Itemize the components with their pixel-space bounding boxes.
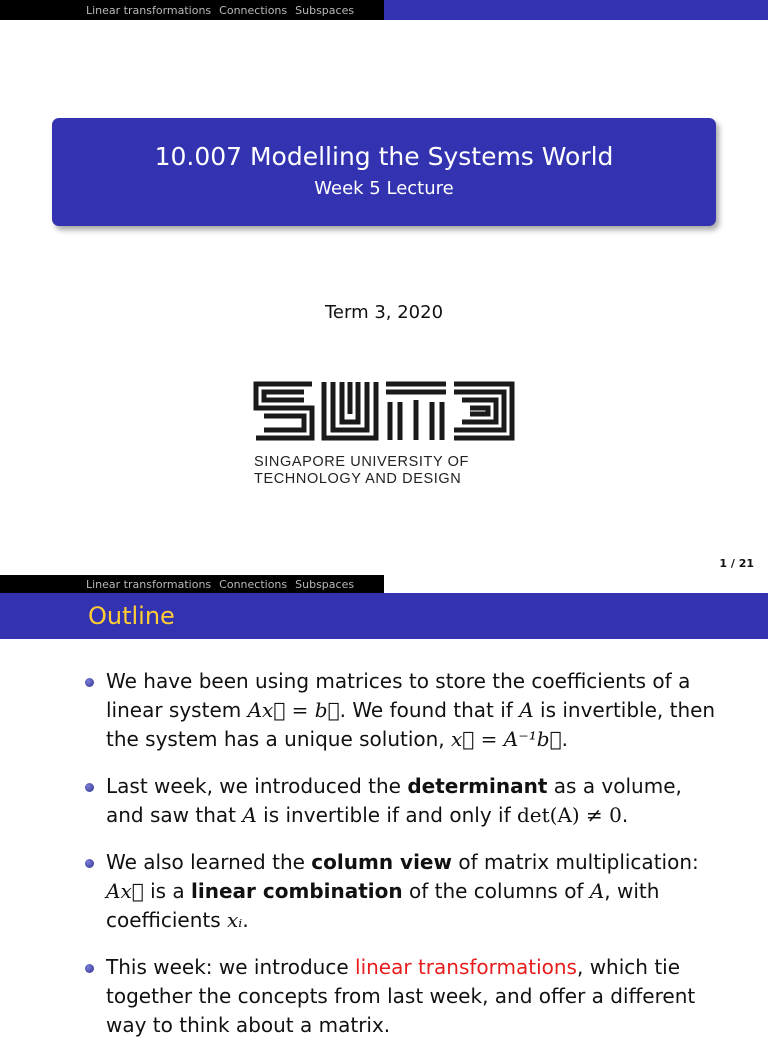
text: is a bbox=[143, 879, 192, 903]
math: det(A) ≠ 0 bbox=[516, 803, 622, 827]
presentation-title: 10.007 Modelling the Systems World bbox=[154, 142, 614, 171]
text: . bbox=[621, 803, 629, 827]
list-item bbox=[84, 667, 724, 754]
text: as a volume, and saw that bbox=[106, 774, 682, 827]
text: This week: we introduce bbox=[106, 955, 356, 979]
bold-term: column view bbox=[311, 850, 452, 874]
sutd-logo bbox=[254, 380, 516, 488]
logo-text-line-1: SINGAPORE UNIVERSITY OF bbox=[254, 454, 469, 470]
bullet-icon bbox=[85, 678, 94, 687]
nav-link-connections[interactable]: Connections bbox=[219, 577, 288, 591]
math: x⃗ = A⁻¹b⃗ bbox=[451, 727, 562, 751]
list-item bbox=[84, 848, 724, 935]
frame-title-bar bbox=[0, 593, 768, 639]
nav-link-connections[interactable]: Connections bbox=[219, 3, 288, 17]
nav-link-subspaces[interactable]: Subspaces bbox=[295, 577, 355, 591]
outline-bullet-list bbox=[84, 667, 724, 1058]
text: Last week, we introduced the bbox=[106, 774, 408, 798]
bold-term: linear combination bbox=[191, 879, 403, 903]
nav-link-linear-transformations[interactable]: Linear transformations bbox=[86, 577, 212, 591]
text: of matrix multiplication: bbox=[451, 850, 699, 874]
text: is invertible if and only if bbox=[256, 803, 517, 827]
text: , with coefficients bbox=[106, 879, 660, 932]
navbar-fill-2 bbox=[384, 575, 768, 593]
math: A bbox=[242, 803, 257, 827]
text: . bbox=[242, 908, 249, 932]
nav-link-subspaces[interactable]: Subspaces bbox=[295, 3, 355, 17]
math: Ax⃗ = b⃗ bbox=[247, 698, 340, 722]
slide-2 bbox=[0, 575, 768, 1037]
math: A bbox=[589, 879, 605, 903]
text: of the columns of bbox=[402, 879, 590, 903]
sutd-logo-mark-icon bbox=[254, 380, 516, 442]
text: We also learned the bbox=[106, 850, 312, 874]
top-navbar-2 bbox=[0, 575, 768, 593]
bold-term: determinant bbox=[407, 774, 548, 798]
page-number: 1 / 21 bbox=[719, 557, 754, 570]
math: xᵢ bbox=[227, 908, 243, 932]
frame-title: Outline bbox=[88, 602, 175, 630]
bullet-icon bbox=[85, 964, 94, 973]
math: Ax⃗ bbox=[106, 879, 144, 903]
logo-text-line-2: TECHNOLOGY AND DESIGN bbox=[254, 471, 462, 487]
presentation-subtitle: Week 5 Lecture bbox=[314, 178, 454, 199]
text: , which tie together the concepts from last week, and offer a different way to think about a matrix. bbox=[106, 955, 696, 1037]
text: We have been using matrices to store the coefficients of a linear system bbox=[106, 669, 691, 722]
navbar-sections-2 bbox=[0, 575, 384, 593]
list-item bbox=[84, 772, 724, 830]
navbar-fill bbox=[384, 0, 768, 20]
nav-link-linear-transformations[interactable]: Linear transformations bbox=[86, 3, 212, 17]
math: A bbox=[519, 698, 534, 722]
title-block bbox=[52, 118, 716, 226]
bullet-icon bbox=[85, 783, 94, 792]
text: is invertible, then the system has a unique solution, bbox=[106, 698, 716, 751]
top-navbar bbox=[0, 0, 768, 20]
navbar-sections bbox=[0, 0, 384, 20]
term-date: Term 3, 2020 bbox=[324, 302, 444, 323]
text: . bbox=[561, 727, 568, 751]
alert-term: linear transformations bbox=[355, 955, 577, 979]
text: . We found that if bbox=[339, 698, 520, 722]
bullet-icon bbox=[85, 859, 94, 868]
list-item bbox=[84, 953, 724, 1040]
